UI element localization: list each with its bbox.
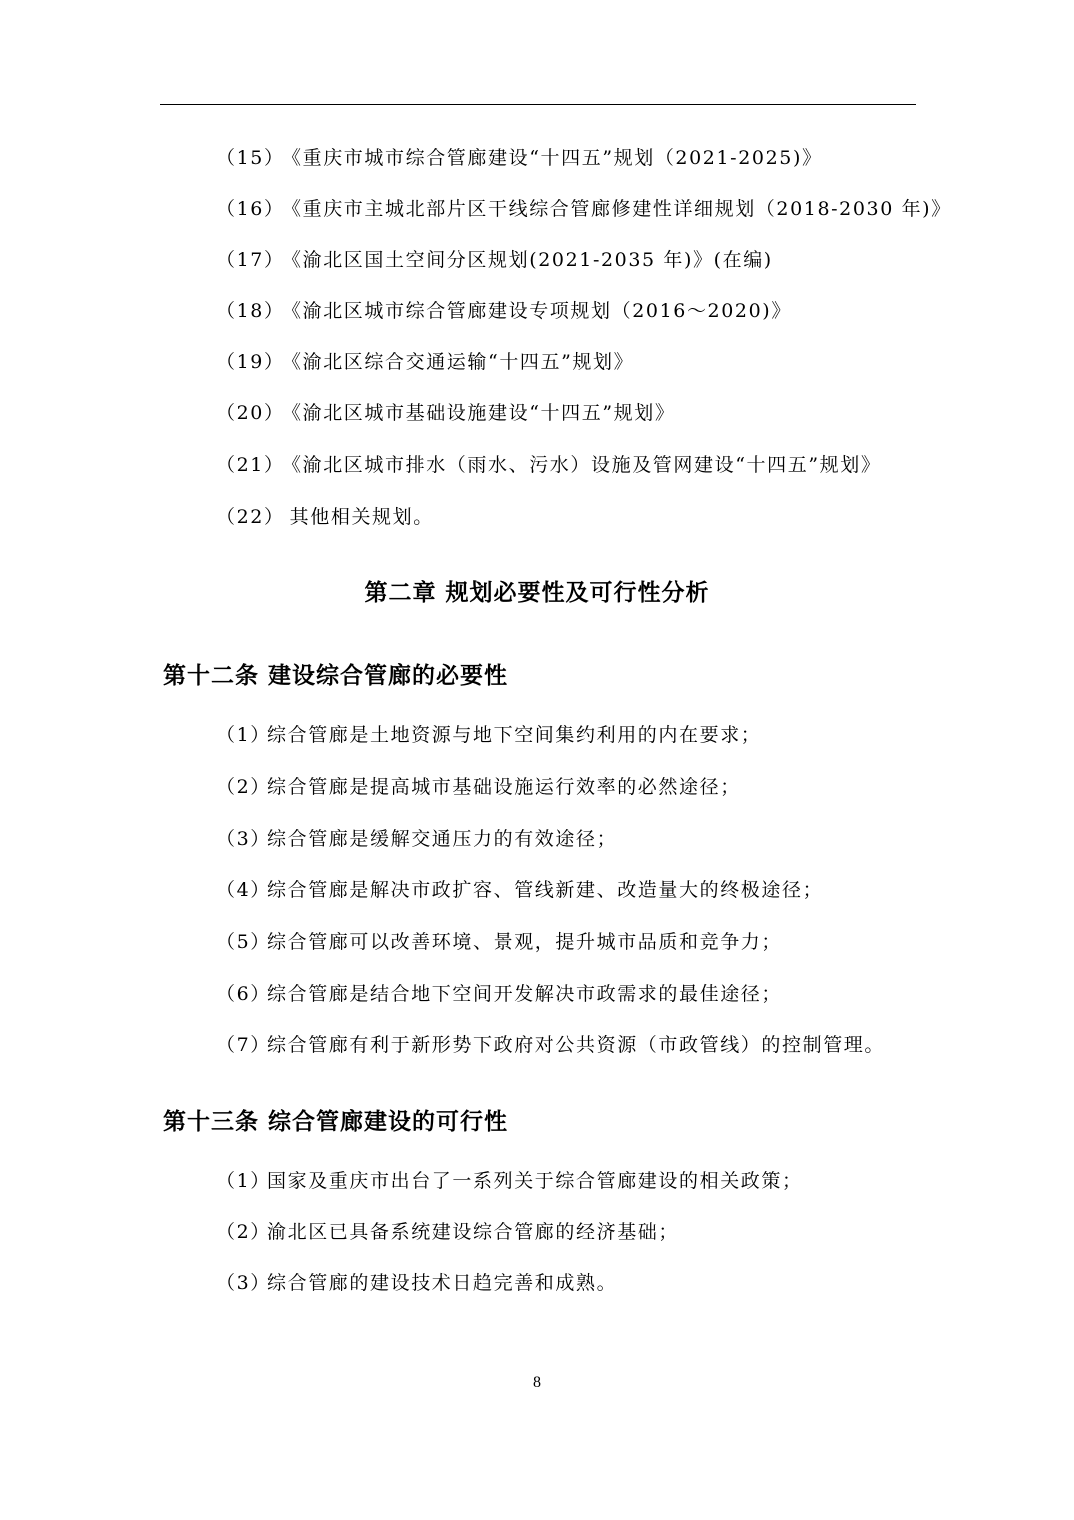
reference-item (216, 452, 881, 478)
reference-number: （15） (216, 147, 285, 169)
item-text: 综合管廊是结合地下空间开发解决市政需求的最佳途径； (267, 983, 783, 1005)
reference-number: （22） (216, 506, 285, 528)
item-number: （2） (216, 776, 271, 798)
item-number: （5） (216, 931, 271, 953)
item-text: 综合管廊有利于新形势下政府对公共资源（市政管线）的控制管理。 (267, 1034, 886, 1056)
reference-text: 《渝北区国土空间分区规划(2021-2035 年)》(在编) (282, 249, 773, 271)
chapter-title: 第二章 规划必要性及可行性分析 (364, 579, 710, 606)
list-item (216, 1168, 803, 1194)
reference-text: 《渝北区城市排水（雨水、污水）设施及管网建设“十四五”规划》 (282, 454, 882, 476)
list-item (216, 1270, 617, 1296)
article-12-title: 第十二条 建设综合管廊的必要性 (163, 662, 509, 689)
item-number: （6） (216, 983, 271, 1005)
reference-item (216, 400, 675, 426)
header-rule (160, 104, 916, 105)
reference-number: （17） (216, 249, 285, 271)
list-item (216, 826, 617, 852)
list-item (216, 929, 782, 955)
list-item (216, 877, 823, 903)
list-item (216, 1032, 885, 1058)
item-number: （4） (216, 879, 271, 901)
item-text: 综合管廊的建设技术日趋完善和成熟。 (267, 1272, 618, 1294)
item-number: （3） (216, 828, 271, 850)
list-item (216, 981, 782, 1007)
list-item (216, 774, 741, 800)
reference-number: （21） (216, 454, 285, 476)
list-item (216, 722, 761, 748)
reference-number: （16） (216, 198, 285, 220)
item-number: （1） (216, 1170, 271, 1192)
item-text: 综合管廊是缓解交通压力的有效途径； (267, 828, 618, 850)
item-text: 国家及重庆市出台了一系列关于综合管廊建设的相关政策； (267, 1170, 803, 1192)
page-number: 8 (533, 1374, 541, 1391)
article-13-title: 第十三条 综合管廊建设的可行性 (163, 1108, 509, 1135)
reference-item (216, 247, 773, 273)
item-number: （1） (216, 724, 271, 746)
reference-item (216, 349, 634, 375)
reference-text: 《重庆市城市综合管廊建设“十四五”规划（2021-2025)》 (282, 147, 823, 169)
reference-item (216, 298, 792, 324)
reference-item (216, 145, 823, 171)
reference-text: 《渝北区城市基础设施建设“十四五”规划》 (282, 402, 676, 424)
item-text: 综合管廊是提高城市基础设施运行效率的必然途径； (267, 776, 741, 798)
list-item (216, 1219, 679, 1245)
reference-text: 其他相关规划。 (282, 506, 434, 528)
item-number: （7） (216, 1034, 271, 1056)
item-text: 综合管廊可以改善环境、景观，提升城市品质和竞争力； (267, 931, 783, 953)
reference-item (216, 196, 952, 222)
item-text: 渝北区已具备系统建设综合管廊的经济基础； (267, 1221, 680, 1243)
reference-item (216, 504, 434, 530)
reference-text: 《渝北区城市综合管廊建设专项规划（2016～2020)》 (282, 300, 792, 322)
reference-text: 《渝北区综合交通运输“十四五”规划》 (282, 351, 635, 373)
item-number: （2） (216, 1221, 271, 1243)
item-number: （3） (216, 1272, 271, 1294)
reference-text: 《重庆市主城北部片区干线综合管廊修建性详细规划（2018-2030 年)》 (282, 198, 952, 220)
reference-number: （20） (216, 402, 285, 424)
item-text: 综合管廊是土地资源与地下空间集约利用的内在要求； (267, 724, 762, 746)
reference-number: （18） (216, 300, 285, 322)
item-text: 综合管廊是解决市政扩容、管线新建、改造量大的终极途径； (267, 879, 824, 901)
reference-number: （19） (216, 351, 285, 373)
